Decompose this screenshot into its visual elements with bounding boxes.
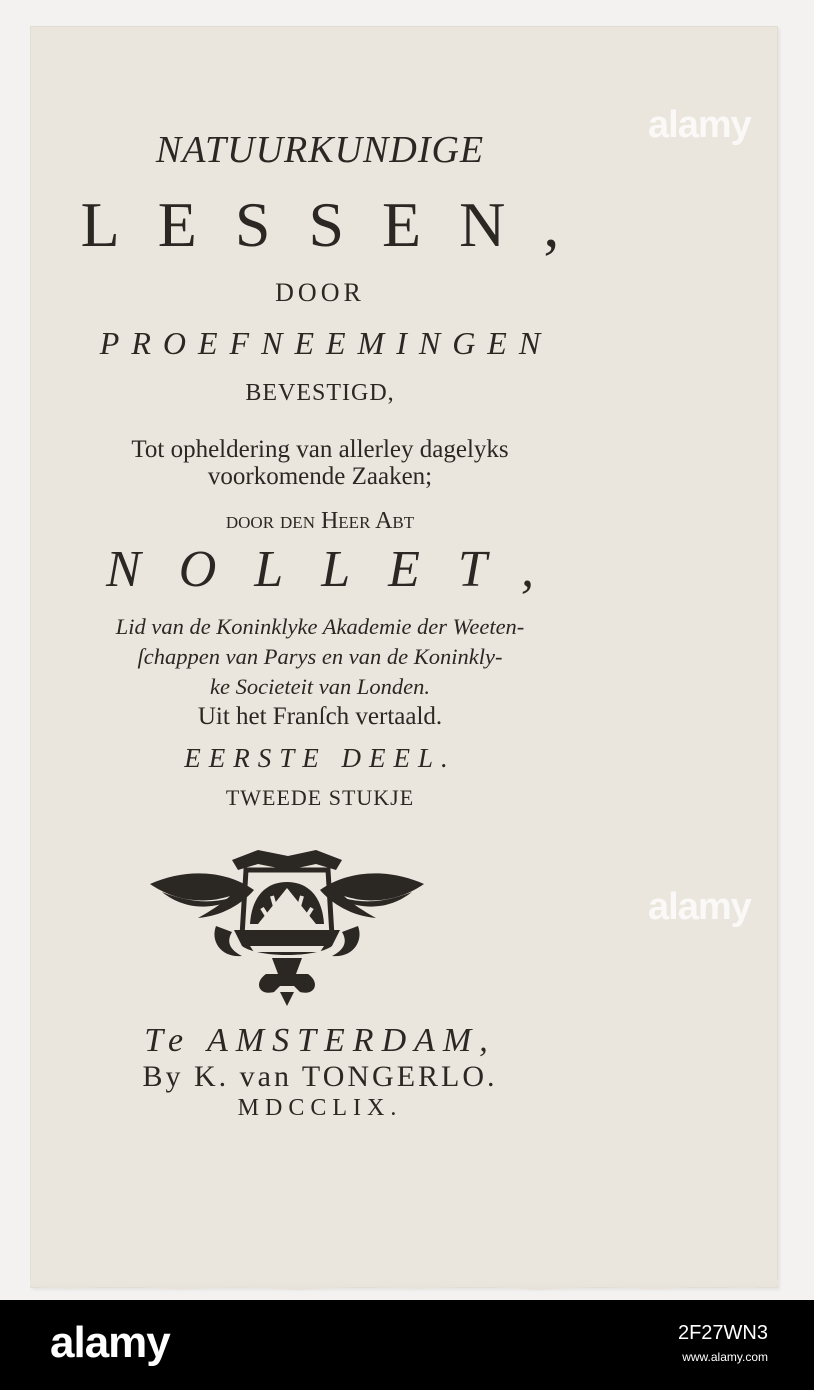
part-label: TWEEDE STUKJE [225,785,415,810]
subtitle-block [40,436,600,490]
author-name: NOLLET, [106,541,572,598]
subtitle-line-2: voorkomende Zaaken; [207,463,433,490]
imprint-publisher: By K. van TONGERLO. [142,1060,498,1093]
title-line-proefneemingen: PROEFNEEMINGEN [99,325,553,361]
credentials-line-3: ke Societeit van Londen. [210,674,430,699]
volume-label: EERSTE DEEL. [184,743,456,773]
title-line-door: DOOR [275,278,365,307]
stock-image-code: 2F27WN3 [677,1322,768,1344]
author-intro: door den Heer Abt [225,508,415,534]
title-line-bevestigd: BEVESTIGD, [245,380,395,406]
imprint-place: Te AMSTERDAM, [144,1022,496,1059]
printers-ornament-vignette [146,846,428,1006]
imprint-year: MDCCLIX. [237,1095,403,1121]
author-credentials [40,612,600,702]
stock-url: www.alamy.com [682,1350,768,1364]
title-line-lessen: LESSEN, [80,189,598,260]
watermark-middle: alamy [648,886,751,928]
watermark-top: alamy [648,104,751,146]
title-line-natuurkundige: NATUURKUNDIGE [155,129,485,171]
stock-logo: alamy [50,1318,170,1367]
credentials-line-1: Lid van de Koninklyke Akademie der Weeten- [115,614,525,639]
credentials-line-2: ſchappen van Parys en van de Koninkly- [137,644,503,669]
subtitle-line-1: Tot opheldering van allerley dagelyks [131,436,509,463]
translation-note: Uit het Franſch vertaald. [197,703,443,730]
